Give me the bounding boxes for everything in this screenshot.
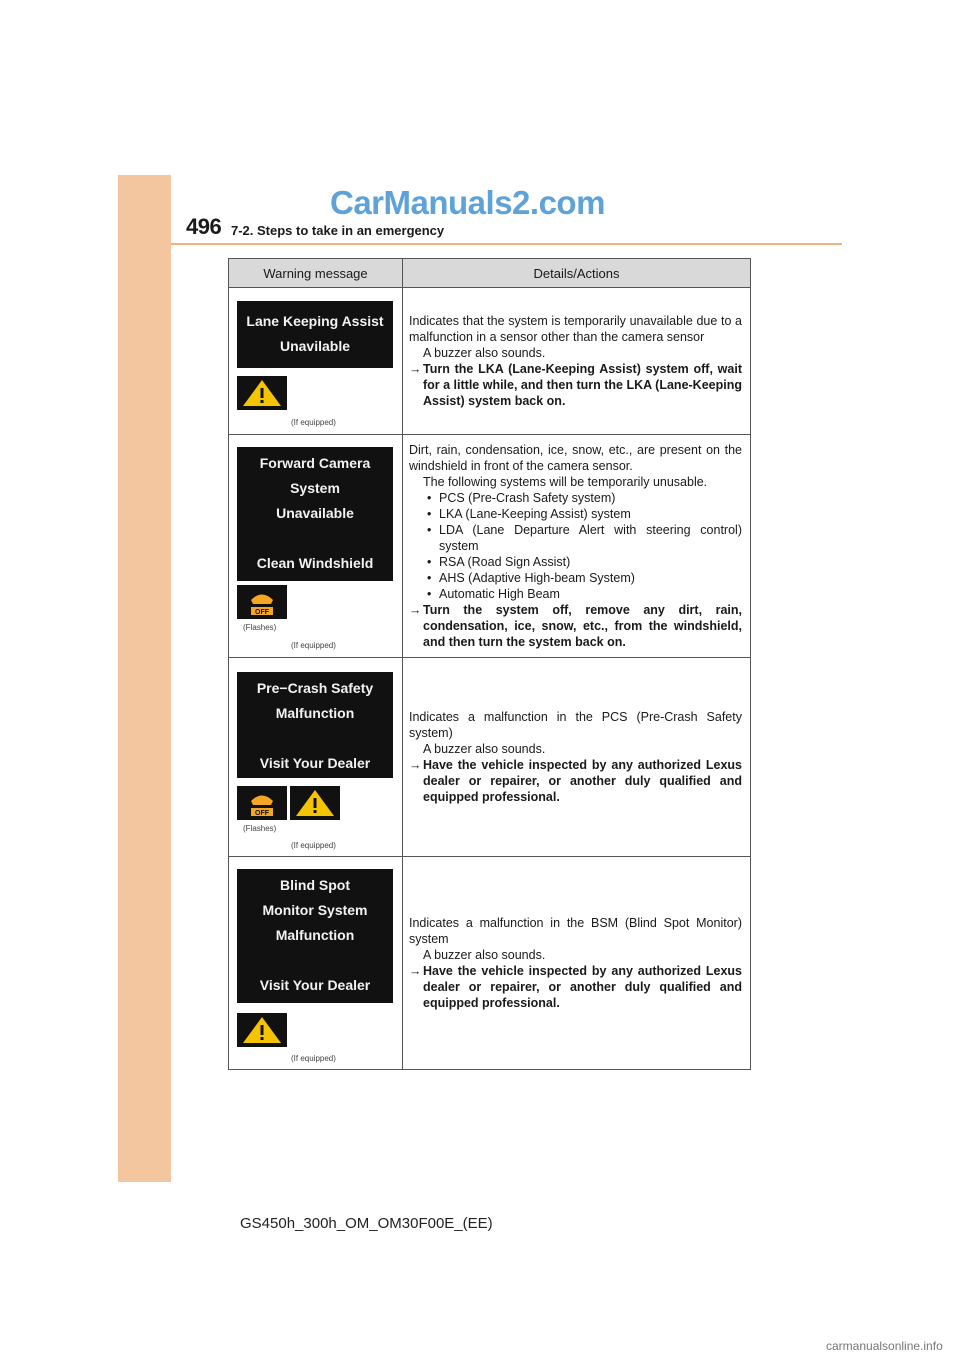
note-text: A buzzer also sounds. — [423, 742, 546, 756]
arrow-right-icon: → — [409, 758, 422, 772]
arrow-right-icon: → — [409, 603, 422, 617]
action-text: Turn the system off, remove any dirt, rain, condensation, ice, snow, etc., from the windshield, and then turn the system back on. — [423, 603, 742, 649]
column-header-warning-message: Warning message — [229, 259, 403, 288]
arrow-right-icon: → — [409, 964, 422, 978]
pcs-off-icon — [237, 585, 287, 619]
display-line: Visit Your Dealer — [259, 755, 371, 771]
display-line: Blind Spot — [280, 877, 350, 893]
note-text: A buzzer also sounds. — [423, 948, 546, 962]
multi-information-display — [237, 869, 393, 1003]
action-line — [409, 757, 742, 805]
list-item: • PCS (Pre-Crash Safety system) — [427, 491, 616, 505]
details-cell — [403, 288, 751, 435]
flashes-label: (Flashes) — [243, 623, 277, 632]
if-equipped-label: (If equipped) — [291, 418, 336, 427]
table-row — [229, 857, 751, 1070]
table-row — [229, 288, 751, 435]
display-line: Malfunction — [275, 705, 355, 721]
multi-information-display — [237, 447, 393, 581]
section-title: 7-2. Steps to take in an emergency — [231, 223, 445, 238]
display-line: System — [290, 480, 340, 496]
if-equipped-label: (If equipped) — [291, 1054, 336, 1063]
note-text: A buzzer also sounds. — [423, 346, 546, 360]
warning-message-cell — [229, 435, 403, 658]
header-rule — [171, 243, 842, 245]
warning-triangle-icon — [237, 376, 287, 410]
display-line: Visit Your Dealer — [259, 977, 371, 993]
warning-message-cell — [229, 288, 403, 435]
warning-triangle-icon — [237, 1013, 287, 1047]
display-line: Clean Windshield — [256, 555, 374, 571]
description-text: Indicates that the system is temporarily unavailable due to a malfunction in a sensor other than the camera sensor — [409, 314, 742, 344]
action-line — [409, 361, 742, 409]
watermark-bottom: carmanualsonline.info — [826, 1339, 943, 1353]
action-text: Have the vehicle inspected by any authorized Lexus dealer or repairer, or another duly qualified and equipped professional. — [423, 758, 742, 804]
table-row — [229, 658, 751, 857]
list-item: • Automatic High Beam — [427, 587, 560, 601]
display-line: Malfunction — [275, 927, 355, 943]
display-line: Lane Keeping Assist — [246, 313, 384, 329]
warning-message-cell — [229, 658, 403, 857]
warning-triangle-icon — [290, 786, 340, 820]
details-cell — [403, 857, 751, 1070]
pcs-off-icon — [237, 786, 287, 820]
action-text: Turn the LKA (Lane-Keeping Assist) system off, wait for a little while, and then turn the LKA (Lane-Keeping Assist) system back on. — [423, 362, 742, 408]
warning-message-cell — [229, 857, 403, 1070]
multi-information-display — [237, 672, 393, 778]
page-number: 496 — [186, 214, 222, 239]
column-header-details-actions: Details/Actions — [403, 259, 751, 288]
table-header-row — [229, 259, 751, 288]
warning-message-table — [228, 258, 751, 1070]
description-text: Indicates a malfunction in the PCS (Pre-Crash Safety system) — [409, 710, 742, 740]
details-cell — [403, 658, 751, 857]
list-item: • LDA (Lane Departure Alert with steering control) system — [427, 523, 742, 553]
action-line — [409, 602, 742, 650]
svg-text:OFF: OFF — [255, 609, 269, 616]
manual-code: GS450h_300h_OM_OM30F00E_(EE) — [240, 1215, 493, 1232]
display-line — [237, 948, 393, 973]
arrow-right-icon: → — [409, 362, 422, 376]
action-text: Have the vehicle inspected by any authorized Lexus dealer or repairer, or another duly qualified and equipped professional. — [423, 964, 742, 1010]
action-line — [409, 963, 742, 1011]
svg-text:OFF: OFF — [255, 810, 269, 817]
if-equipped-label: (If equipped) — [291, 841, 336, 850]
flashes-label: (Flashes) — [243, 824, 277, 833]
note-text: The following systems will be temporarily unusable. — [423, 475, 708, 489]
display-line: Unavilable — [279, 338, 351, 354]
details-cell — [403, 435, 751, 658]
list-item: • RSA (Road Sign Assist) — [427, 555, 571, 569]
display-line: Unavailable — [276, 505, 354, 521]
table-row — [229, 435, 751, 658]
watermark-top: CarManuals2.com — [330, 184, 605, 221]
multi-information-display — [237, 301, 393, 368]
list-item: • AHS (Adaptive High-beam System) — [427, 571, 635, 585]
display-line: Pre−Crash Safety — [256, 680, 374, 696]
display-line: Forward Camera — [259, 455, 371, 471]
unusable-systems-list — [409, 490, 742, 602]
display-line: Monitor System — [262, 902, 368, 918]
display-line — [237, 726, 393, 751]
description-text: Indicates a malfunction in the BSM (Blind Spot Monitor) system — [409, 916, 742, 946]
display-line — [237, 526, 393, 551]
list-item: • LKA (Lane-Keeping Assist) system — [427, 507, 631, 521]
if-equipped-label: (If equipped) — [291, 641, 336, 650]
chapter-sidebar-tab — [118, 175, 171, 1182]
description-text: Dirt, rain, condensation, ice, snow, etc., are present on the windshield in front of the camera sensor. — [409, 443, 742, 473]
